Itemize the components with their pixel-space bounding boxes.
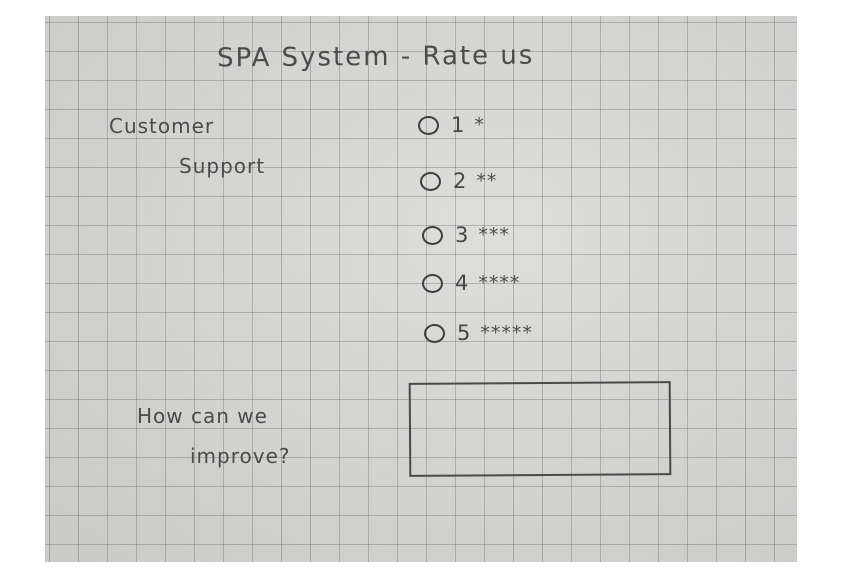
rating-option-3[interactable]	[422, 218, 510, 252]
customer-support-label: Customer	[109, 114, 215, 138]
rating-option-5[interactable]	[424, 316, 533, 350]
radio-button-4[interactable]	[422, 274, 443, 293]
rating-stars: *****	[480, 322, 533, 344]
rating-stars: ***	[478, 224, 510, 246]
radio-button-2[interactable]	[420, 172, 441, 191]
improve-feedback-textarea[interactable]	[409, 381, 672, 477]
improve-label: How can we	[137, 404, 268, 428]
rating-stars: ****	[478, 272, 521, 294]
customer-support-label-line2: Support	[179, 154, 266, 178]
rating-number: 2	[453, 169, 467, 193]
radio-button-1[interactable]	[418, 116, 439, 135]
rating-option-1[interactable]	[418, 108, 485, 142]
page-title: SPA System - Rate us	[216, 40, 535, 74]
improve-label-line2: improve?	[190, 444, 291, 468]
rating-option-4[interactable]	[422, 266, 520, 300]
rating-number: 4	[455, 271, 469, 295]
rating-stars: **	[476, 170, 498, 192]
grid-paper-sketch	[45, 16, 797, 562]
rating-option-2[interactable]	[420, 164, 497, 198]
radio-button-5[interactable]	[424, 324, 445, 343]
rating-stars: *	[474, 114, 485, 136]
rating-radio-group	[418, 108, 658, 368]
rating-number: 5	[457, 321, 471, 345]
radio-button-3[interactable]	[422, 226, 443, 245]
rating-number: 3	[455, 223, 469, 247]
rating-number: 1	[451, 113, 465, 137]
